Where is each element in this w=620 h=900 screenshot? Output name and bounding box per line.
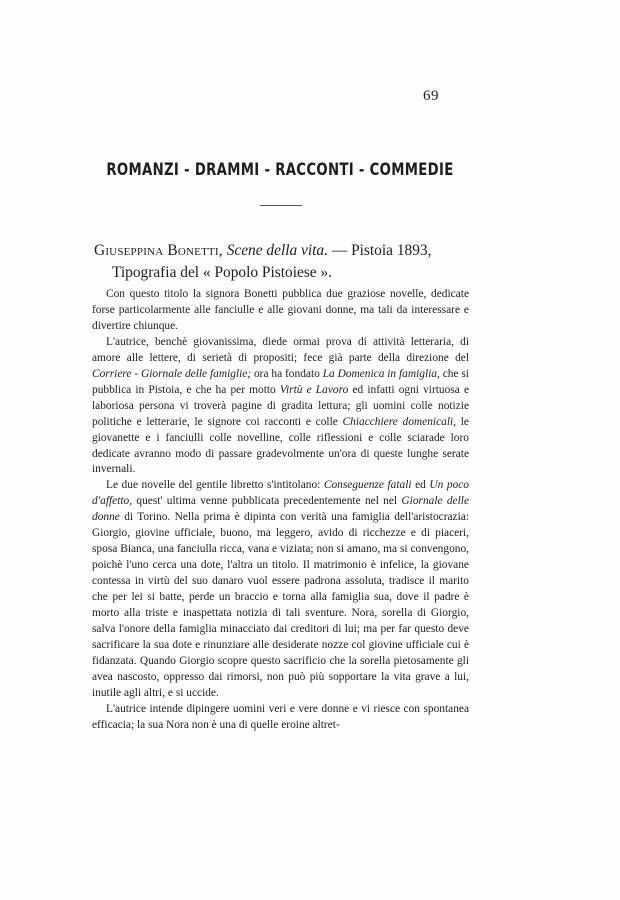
page-number: 69 <box>423 88 439 104</box>
paragraph <box>92 287 469 335</box>
text-run: L'autrice intende dipingere uomini veri e vere donne e vi riesce con spontanea efficacia; la sua Nora non è una di quelle eroine altret- <box>92 702 469 731</box>
italic-title: Conseguenze fatali <box>323 479 412 492</box>
entry-author: Giuseppina Bonetti, <box>94 242 223 259</box>
text-run: ora ha fondato <box>251 367 323 380</box>
paragraph <box>92 478 469 701</box>
entry-header <box>94 240 469 284</box>
italic-title: Giornale delle donne <box>92 495 469 524</box>
text-run: Con questo titolo la signora Bonetti pubblica due graziose novelle, dedicate forse particolarmente alle fanciulle e alle giovani donne, ma tali da interessare e divertire chiunque. <box>92 288 469 332</box>
paragraph <box>92 335 469 479</box>
italic-title: Un poco d'affetto, <box>92 479 469 508</box>
italic-title: Virtù e Lavoro <box>279 383 349 396</box>
text-run: Le due novelle del gentile libretto s'intitolano: <box>106 479 324 492</box>
text-run: di Torino. Nella prima è dipinta con verità una famiglia dell'aristocrazia: Giorgio, giovine ufficiale, buono, ma leggero, avido di ricchezze e di piaceri, sposa Bianca, una fanciulla ricca, vana e viziata; non si amano, ma si convengono, poichè l'uno cerca una dote, l'altra un titolo. Il matrimonio è infelice, la giovane contessa in virtù del suo danaro vuol essere padrona assoluta, tradisce il marito che per lei si batte, perde un braccio e torna alla famiglia sua, dove il padre è morto alla triste e inaspettata notizia di tali sventure. Nora, sorella di Giorgio, salva l'onore della famiglia minacciato dai creditori di lui; ma per far questo deve sacrificare la sua dote e rinunziare alle desiderate nozze col giovine ufficiale cui è fidanzata. Quando Giorgio scopre questo sacrificio che la sorella pietosamente gli avea nascosto, oppresso dai rimorsi, non può più sopportare la vita grave a lui, inutile agli altri, e si uccide. <box>92 511 469 699</box>
text-run: ed <box>411 479 430 492</box>
italic-title: Corriere - Giornale delle famiglie; <box>92 367 252 380</box>
text-run: ed infatti ogni virtuosa e laboriosa persona vi troverà pagine di gradita lettura; gli uomini colle notizie politiche e letterarie, le signore coi racconti e colle <box>92 383 469 428</box>
italic-title: La Domenica in famiglia, <box>322 367 440 380</box>
entry-place-year: — Pistoia 1893, <box>331 242 432 259</box>
body-text <box>92 287 469 734</box>
text-run: le giovanette e i fanciulli colle novelline, colle riflessioni e colle sciarade loro dedicate avranno modo di passare gradevolmente un'ora di queste lunghe serate invernali. <box>92 415 469 476</box>
entry-publisher: Tipografia del « Popolo Pistoiese ». <box>112 264 333 281</box>
paragraph <box>92 702 469 734</box>
divider-rule <box>260 205 302 206</box>
entry-title: Scene della vita. <box>226 242 328 259</box>
italic-title: Chiacchiere domenicali, <box>342 415 457 428</box>
text-run: L'autrice, benchè giovanissima, diede ormai prova di attività letteraria, di amore alle lettere, di serietà di propositi; fece già parte della direzione del <box>92 335 469 364</box>
section-heading: ROMANZI - DRAMMI - RACCONTI - COMMEDIE <box>106 160 454 180</box>
text-run: che si pubblica in Pistoia, e che ha per motto <box>92 367 469 396</box>
text-run: quest' ultima venne pubblicata precedentemente nel nel <box>132 495 402 508</box>
